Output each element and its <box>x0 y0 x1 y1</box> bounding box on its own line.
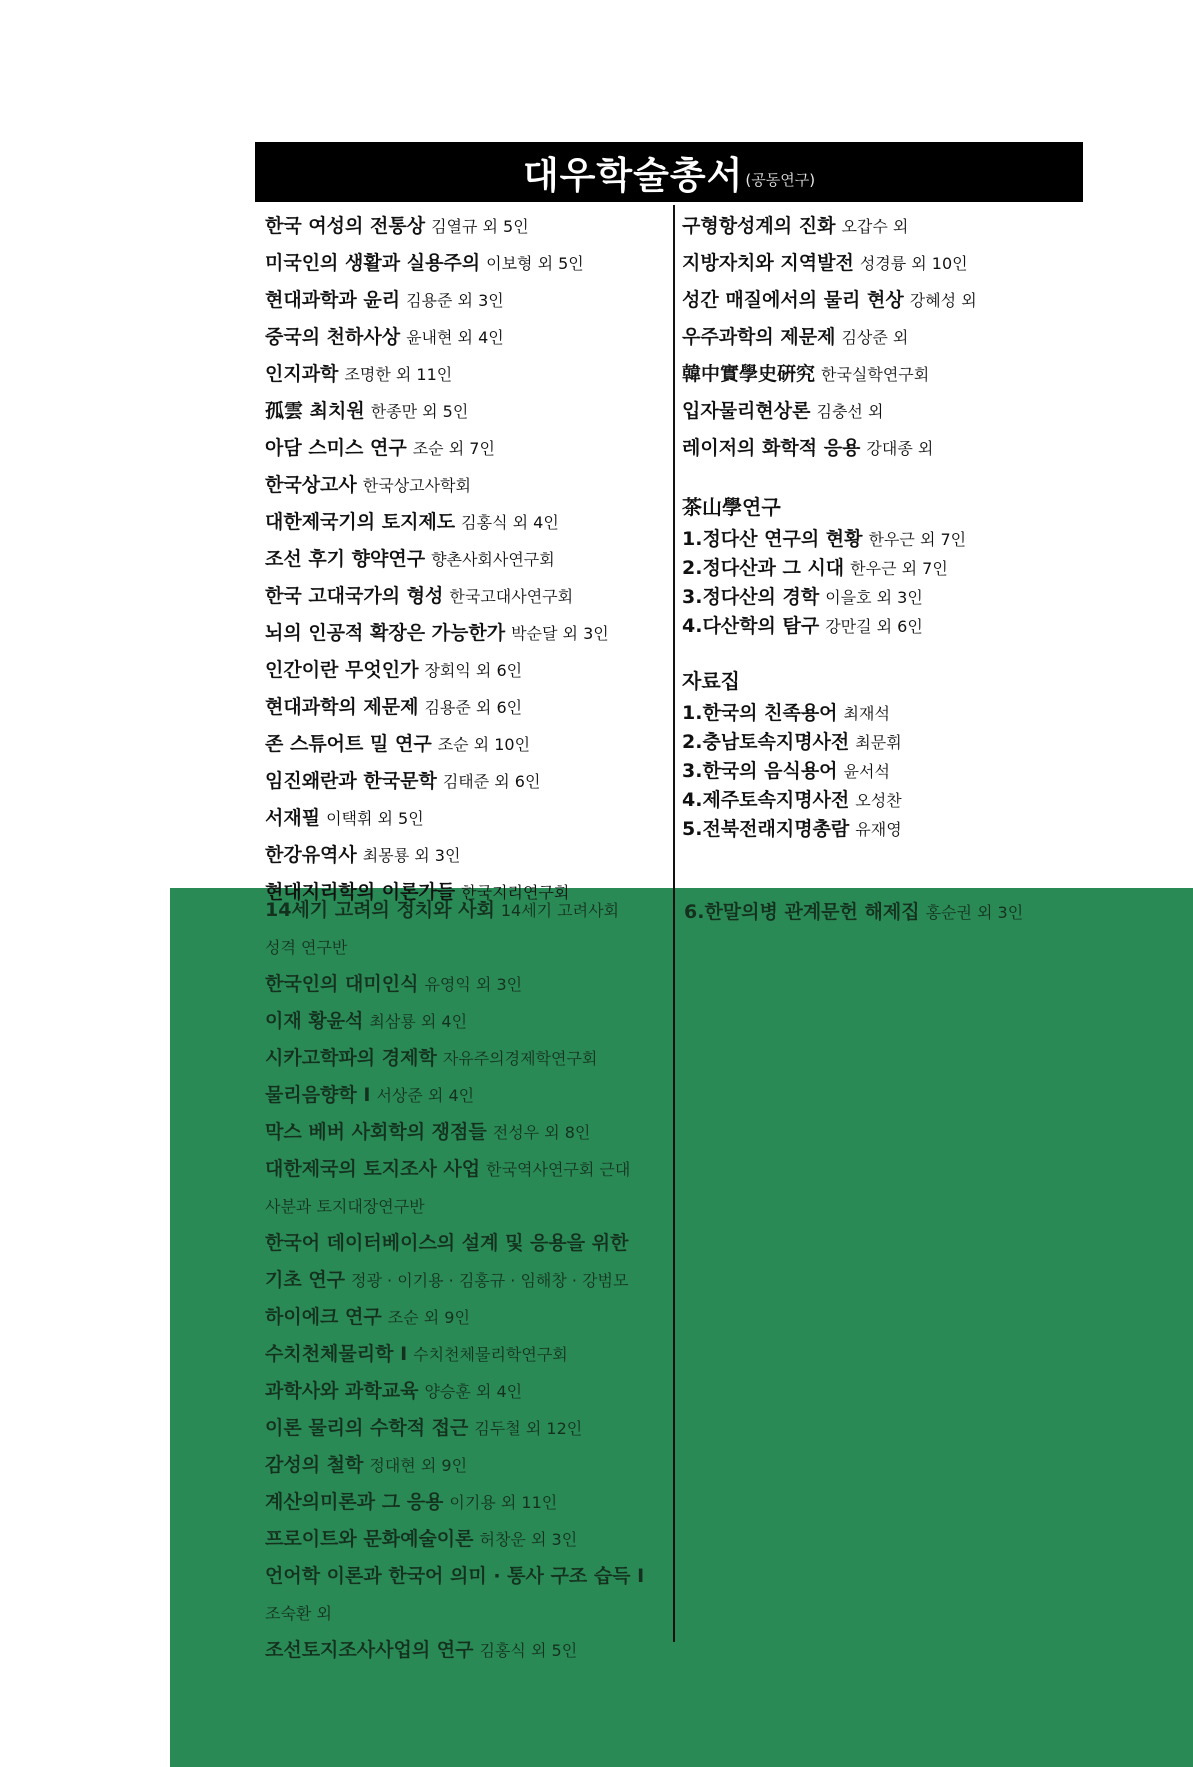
book-title: 한국인의 대미인식 <box>265 973 419 995</box>
book-title: 현대과학과 윤리 <box>265 289 401 311</box>
book-title: 성간 매질에서의 물리 현상 <box>682 289 904 311</box>
book-title: 임진왜란과 한국문학 <box>265 770 437 792</box>
book-title: 대한제국기의 토지제도 <box>265 511 456 533</box>
series-title: 대우학술총서 <box>522 154 744 197</box>
list-item <box>682 356 1082 393</box>
book-title: 한국 여성의 전통상 <box>265 215 426 237</box>
right-column-list <box>682 208 1082 467</box>
book-title: 프로이트와 문화예술이론 <box>265 1528 474 1550</box>
book-author: 오갑수 외 <box>841 217 909 236</box>
list-item <box>265 1077 685 1114</box>
list-item <box>682 525 1082 554</box>
jaryo-heading: 자료집 <box>682 669 740 693</box>
book-author: 홍순권 외 3인 <box>925 903 1024 922</box>
book-author: 이기용 외 11인 <box>449 1493 558 1512</box>
list-item <box>265 1484 685 1521</box>
list-item <box>265 1151 685 1188</box>
list-item <box>265 689 665 726</box>
book-author: 한우근 외 7인 <box>850 559 948 578</box>
list-item <box>265 1188 685 1225</box>
book-title: 한국상고사 <box>265 474 357 496</box>
list-item <box>265 1373 685 1410</box>
book-title: 우주과학의 제문제 <box>682 326 836 348</box>
book-title: 수치천체물리학 I <box>265 1343 408 1365</box>
list-item <box>265 393 665 430</box>
book-author: 김홍식 외 5인 <box>479 1641 578 1660</box>
book-author: 윤내현 외 4인 <box>406 328 504 347</box>
book-title: 물리음향학 I <box>265 1084 371 1106</box>
book-author: 14세기 고려사회 <box>500 901 620 920</box>
book-title: 1.한국의 친족용어 <box>682 702 838 724</box>
book-title: 시카고학파의 경제학 <box>265 1047 437 1069</box>
jaryo-green-list <box>684 898 1084 927</box>
list-item <box>265 966 685 1003</box>
list-item <box>265 245 665 282</box>
book-author: 조숙환 외 <box>265 1604 332 1623</box>
list-item <box>265 615 665 652</box>
book-author: 이을호 외 3인 <box>825 588 923 607</box>
list-item <box>265 1225 685 1262</box>
book-title: 3.정다산의 경학 <box>682 586 820 608</box>
jaryo-list <box>682 699 1082 844</box>
book-title: 서재필 <box>265 807 321 829</box>
book-title: 존 스튜어트 밀 연구 <box>265 733 432 755</box>
list-item <box>682 282 1082 319</box>
list-item <box>682 786 1082 815</box>
book-author: 양승훈 외 4인 <box>424 1382 523 1401</box>
book-author: 조순 외 10인 <box>437 735 531 754</box>
book-author: 성격 연구반 <box>265 938 348 957</box>
list-item <box>682 208 1082 245</box>
list-item <box>684 898 1084 927</box>
list-item <box>265 929 685 966</box>
list-item <box>265 1521 685 1558</box>
book-title: 현대지리학의 이론가들 <box>265 881 456 903</box>
book-title: 계산의미론과 그 응용 <box>265 1491 444 1513</box>
book-title: 기초 연구 <box>265 1269 346 1291</box>
list-item <box>682 245 1082 282</box>
list-item <box>265 1447 685 1484</box>
book-title: 아담 스미스 연구 <box>265 437 407 459</box>
list-item <box>265 1299 685 1336</box>
book-author: 자유주의경제학연구회 <box>442 1049 598 1068</box>
book-author: 김용준 외 3인 <box>406 291 504 310</box>
book-author: 김홍식 외 4인 <box>461 513 559 532</box>
book-title: 2.충남토속지명사전 <box>682 731 850 753</box>
book-title: 레이저의 화학적 응용 <box>682 437 861 459</box>
list-item <box>682 430 1082 467</box>
book-author: 조순 외 7인 <box>412 439 495 458</box>
book-title: 인지과학 <box>265 363 339 385</box>
book-author: 김두철 외 12인 <box>474 1419 583 1438</box>
book-author: 박순달 외 3인 <box>511 624 609 643</box>
book-author: 사분과 토지대장연구반 <box>265 1197 425 1216</box>
book-author: 이택휘 외 5인 <box>326 809 424 828</box>
book-author: 강대종 외 <box>866 439 934 458</box>
book-author: 오성찬 <box>855 791 902 810</box>
list-item <box>682 815 1082 844</box>
book-title: 인간이란 무엇인가 <box>265 659 419 681</box>
book-title: 조선토지조사사업의 연구 <box>265 1639 474 1661</box>
list-item <box>265 763 665 800</box>
book-title: 구형항성계의 진화 <box>682 215 836 237</box>
book-author: 조명한 외 11인 <box>344 365 453 384</box>
list-item <box>682 319 1082 356</box>
series-header-bar <box>255 142 1083 202</box>
book-title: 孤雲 최치원 <box>265 400 365 422</box>
book-title: 과학사와 과학교육 <box>265 1380 419 1402</box>
book-title: 감성의 철학 <box>265 1454 364 1476</box>
book-title: 14세기 고려의 정치와 사회 <box>265 899 495 921</box>
book-author: 강혜성 외 <box>909 291 977 310</box>
list-item <box>682 583 1082 612</box>
list-item <box>682 728 1082 757</box>
book-title: 하이에크 연구 <box>265 1306 382 1328</box>
list-item <box>682 757 1082 786</box>
book-author: 한우근 외 7인 <box>868 530 967 549</box>
left-column-green-list <box>265 892 685 1669</box>
book-author: 김상준 외 <box>841 328 909 347</box>
list-item <box>265 282 665 319</box>
book-title: 3.한국의 음식용어 <box>682 760 838 782</box>
list-item <box>265 1410 685 1447</box>
book-title: 입자물리현상론 <box>682 400 811 422</box>
book-title: 이론 물리의 수학적 접근 <box>265 1417 469 1439</box>
book-author: 허창운 외 3인 <box>479 1530 578 1549</box>
list-item <box>265 541 665 578</box>
book-title: 미국인의 생활과 실용주의 <box>265 252 481 274</box>
book-title: 6.한말의병 관계문헌 해제집 <box>684 901 920 923</box>
book-title: 언어학 이론과 한국어 의미 · 통사 구조 습득 I <box>265 1565 645 1587</box>
book-title: 한국어 데이터베이스의 설계 및 응용을 위한 <box>265 1232 629 1254</box>
list-item <box>265 726 665 763</box>
book-author: 정광 · 이기용 · 김홍규 · 임해창 · 강범모 <box>351 1271 629 1290</box>
list-item <box>265 504 665 541</box>
book-title: 막스 베버 사회학의 쟁점들 <box>265 1121 487 1143</box>
book-title: 지방자치와 지역발전 <box>682 252 854 274</box>
book-author: 한종만 외 5인 <box>370 402 469 421</box>
book-author: 김태준 외 6인 <box>442 772 541 791</box>
book-author: 서상준 외 4인 <box>376 1086 475 1105</box>
list-item <box>682 554 1082 583</box>
list-item <box>265 800 665 837</box>
dasan-list <box>682 525 1082 641</box>
right-column <box>682 208 1082 844</box>
list-item <box>265 1558 685 1595</box>
list-item <box>265 319 665 356</box>
list-item <box>682 699 1082 728</box>
book-author: 윤서석 <box>843 762 890 781</box>
book-author: 한국지리연구회 <box>461 883 570 902</box>
left-column-list <box>265 208 665 911</box>
list-item <box>265 208 665 245</box>
book-author: 한국역사연구회 근대 <box>486 1160 631 1179</box>
list-item <box>265 1114 685 1151</box>
list-item <box>265 467 665 504</box>
book-title: 이재 황윤석 <box>265 1010 364 1032</box>
book-title: 한국 고대국가의 형성 <box>265 585 444 607</box>
list-item <box>265 1262 685 1299</box>
book-author: 수치천체물리학연구회 <box>413 1345 568 1364</box>
book-title: 1.정다산 연구의 현황 <box>682 528 863 550</box>
book-title: 4.제주토속지명사전 <box>682 789 850 811</box>
book-author: 정대현 외 9인 <box>369 1456 468 1475</box>
book-author: 최삼룡 외 4인 <box>369 1012 468 1031</box>
list-item <box>265 578 665 615</box>
book-title: 2.정다산과 그 시대 <box>682 557 845 579</box>
list-item <box>265 892 685 929</box>
book-title: 중국의 천하사상 <box>265 326 401 348</box>
book-title: 4.다산학의 탐구 <box>682 615 820 637</box>
book-title: 대한제국의 토지조사 사업 <box>265 1158 481 1180</box>
list-item <box>265 356 665 393</box>
list-item <box>265 430 665 467</box>
book-author: 한국상고사학회 <box>362 476 471 495</box>
list-item <box>265 1003 685 1040</box>
list-item <box>682 612 1082 641</box>
book-author: 유재영 <box>855 820 902 839</box>
book-author: 유영익 외 3인 <box>424 975 523 994</box>
list-item <box>265 837 665 874</box>
book-title: 뇌의 인공적 확장은 가능한가 <box>265 622 506 644</box>
book-author: 김용준 외 6인 <box>424 698 523 717</box>
book-title: 조선 후기 향약연구 <box>265 548 426 570</box>
book-author: 전성우 외 8인 <box>492 1123 591 1142</box>
list-item <box>265 652 665 689</box>
list-item <box>682 393 1082 430</box>
book-author: 조순 외 9인 <box>387 1308 470 1327</box>
dasan-heading: 茶山學연구 <box>682 495 781 519</box>
series-subtitle: (공동연구) <box>745 170 816 189</box>
list-item <box>265 1632 685 1669</box>
list-item <box>265 1336 685 1373</box>
book-author: 강만길 외 6인 <box>825 617 923 636</box>
book-author: 최재석 <box>843 704 890 723</box>
book-title: 한강유역사 <box>265 844 357 866</box>
book-author: 한국실학연구회 <box>821 365 930 384</box>
book-author: 최문휘 <box>855 733 902 752</box>
book-author: 한국고대사연구회 <box>449 587 574 606</box>
list-item <box>265 1595 685 1632</box>
book-author: 성경륭 외 10인 <box>859 254 968 273</box>
book-title: 5.전북전래지명총람 <box>682 818 850 840</box>
list-item <box>265 1040 685 1077</box>
book-title: 韓中實學史硏究 <box>682 363 816 385</box>
book-author: 김열규 외 5인 <box>431 217 529 236</box>
book-author: 장회익 외 6인 <box>424 661 523 680</box>
book-author: 향촌사회사연구회 <box>431 550 555 569</box>
book-author: 이보형 외 5인 <box>486 254 584 273</box>
book-author: 최몽룡 외 3인 <box>362 846 461 865</box>
book-author: 김충선 외 <box>816 402 884 421</box>
book-title: 현대과학의 제문제 <box>265 696 419 718</box>
